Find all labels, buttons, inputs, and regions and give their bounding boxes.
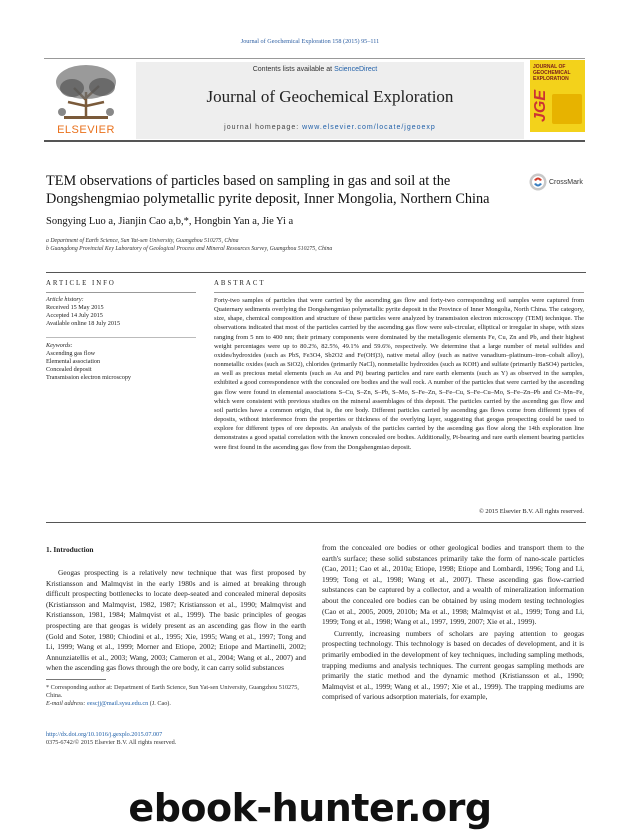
- email-suffix: (J. Cao).: [148, 700, 171, 707]
- affiliation-b: b Guangdong Provincial Key Laboratory of Geological Process and Mineral Resources Survey, Guangzhou 510275, China: [46, 246, 333, 252]
- cover-title: JOURNAL OF GEOCHEMICAL EXPLORATION: [533, 64, 571, 82]
- info-top-rule: [46, 272, 586, 273]
- sciencedirect-link[interactable]: ScienceDirect: [334, 66, 378, 73]
- crossmark-icon[interactable]: [529, 173, 547, 191]
- homepage-prefix: journal homepage:: [224, 124, 303, 131]
- intro-right-column: [322, 543, 584, 703]
- history-label: Article history:: [46, 296, 84, 303]
- history-accepted: Accepted 14 July 2015: [46, 312, 103, 319]
- intro-left-column: [46, 568, 306, 674]
- info-rule: [46, 292, 196, 293]
- doi-block: [46, 731, 176, 747]
- header-bottom-rule: [44, 140, 585, 142]
- intro-paragraph-2: Currently, increasing numbers of scholars are paying attention to geogas prospecting technology. This technology is based on decades of development, and it is primarily embodied in the development of key techniques, including sampling methods, trapping mediums and analysis techniques. The current geogas sampling methods are primarily the static method and the dynamic method (Kristiansson et al., 1990; Malmqvist et al., 1999; Wang et al., 1997; Xie et al., 1999). The trapping mediums are comprised of various adsorption materials, for example,: [322, 628, 584, 702]
- publisher-name[interactable]: ELSEVIER: [57, 124, 115, 136]
- contents-line: [150, 66, 480, 73]
- issn-line: 0375-6742/© 2015 Elsevier B.V. All rights reserved.: [46, 739, 177, 746]
- intro-paragraph: Geogas prospecting is a relatively new technique that was first proposed by Kristiansson and Malmqvist in the early 1980s and is aimed at breaking through difficult prospecting bottlenecks to locate deep-seated and concealed mineral deposits (Kristiansson and Malmqvist, 1982, 1987; Kristiansson et al., 1990; Malmqvist and Kristiansson, 1981, 1984; Malmqvist et al., 1999). The basic principles of geogas prospecting are that geogas is widely present as an ascending gas flow in the earth (Gold and Soter, 1980; Chiodini et al., 1995; Xie, 1995; Wang et al., 1997; Tong and Li, 1999; Wang et al., 1999; Morner and Etiope, 2002; Etiope and Martinelli, 2002; Annunziatellis et al., 2003; Wang, 2003; Cameron et al., 2004; Wang et al., 2007) and when the ascending gas flows through the ore body, it can carry solid substances: [46, 568, 306, 673]
- cover-image: [552, 94, 582, 124]
- keyword: Elemental association: [46, 358, 101, 365]
- journal-cover-thumbnail[interactable]: [530, 60, 585, 132]
- article-history: [46, 296, 120, 328]
- abstract-rule: [214, 292, 584, 293]
- keyword: Transmission electron microscopy: [46, 374, 132, 381]
- corresponding-author-footnote: [46, 684, 308, 708]
- keyword: Concealed deposit: [46, 366, 92, 373]
- keywords-label: Keywords:: [46, 342, 73, 349]
- doi-link[interactable]: http://dx.doi.org/10.1016/j.gexplo.2015.07.007: [46, 731, 163, 738]
- abstract-copyright: © 2015 Elsevier B.V. All rights reserved.: [478, 508, 584, 515]
- abstract-heading: ABSTRACT: [214, 280, 266, 287]
- author-list: Songying Luo a, Jianjin Cao a,b,*, Hongbin Yan a, Jie Yi a: [46, 216, 294, 227]
- abstract-text: Forty-two samples of particles that were carried by the ascending gas flow and forty-two corresponding soil samples were captured from Quaternary sediments overlying the Dongshengmiao polymetallic pyrite deposit in the Province of Inner Mongolia, North China. The category, size, shape, chemical composition and structure of these particles were analyzed by transmission electron microscopy (TEM) technique. The observations indicated that most of the particles carried by the ascending gas flow were sub-circular, elliptical or irregular in shape, with sizes ranging from 5 nm to 400 nm; their primary components were dominated by the metallogenic elements Fe, Cu, Zn and Pb, and their highest weight percentages were up to 80.2%, 82.5%, 49.1% and 59.6%, respectively. We determine that a large number of metal sulfides and oxides/hydroxides (such as PbS, Fe3O4, Sb2O2 and Fe(OH)3), native metal alloy (such as native vanadium–platinum–iron–cobalt alloy), nonmetallic oxides (such as SiO2), chlorides (primarily NaCl), nonmetallic hydroxides (such as KOH) and sulfate (primarily BaSO4) particles, as well as precious metal elements (such as Au and Pt) bearing particles and rare earth elements (such as Y) as observed in the samples, exhibited a good correspondence with the concealed ore bodies and the wall rock. A number of the particles that were carried by the ascending gas flow were found in elemental associations S–Cu, S–Zn, S–Pb, S–Mo, S–Fe–Zn, S–Fe–Cu, S–Fe–Cu–Mo, S–Fe–Zn–Pb and Cr–Mn–Fe, which were consistent with previous studies on the mineral assemblages of this deposit. The particles carried by the ascending gas flow and soil particles have a common origin, that is, the ore body. Different particles carried by ascending gas flows come from different types of deposits, without interference from the properties or thickness of the overlying layer, suggesting that geogas prospecting could be used to explore for different types of ore deposits. An analysis of the particles carried by the ascending gas flow along the 14th exploration line demonstrates a good spatial correlation with the known concealed ore bodies. Additionally, Pt-bearing and rare earth element bearing particles were first found in the ascending gas flow from the Dongshengmiao deposit.: [214, 297, 584, 451]
- section-heading-introduction: 1. Introduction: [46, 545, 94, 554]
- history-online: Available online 18 July 2015: [46, 320, 121, 327]
- crossmark-label[interactable]: CrossMark: [549, 179, 583, 186]
- email-link[interactable]: eescjj@mail.sysu.edu.cn: [87, 700, 149, 707]
- cover-abbr: JGE: [532, 89, 549, 122]
- journal-homepage: [136, 124, 524, 131]
- keyword: Ascending gas flow: [46, 350, 96, 357]
- corresponding-author: * Corresponding author at: Department of Earth Science, Sun Yat-sen University, Guangzhou 510275, China.: [46, 684, 299, 699]
- abstract-bottom-rule: [46, 522, 586, 523]
- journal-title[interactable]: Journal of Geochemical Exploration: [206, 87, 454, 106]
- journal-citation[interactable]: Journal of Geochemical Exploration 158 (2015) 95–111: [240, 38, 380, 45]
- keywords-rule: [46, 337, 196, 338]
- article-info-heading: ARTICLE INFO: [46, 280, 116, 287]
- elsevier-tree-logo: [44, 62, 128, 130]
- affiliation-a: a Department of Earth Science, Sun Yat-sen University, Guangzhou 510275, China: [46, 238, 239, 244]
- article-title: TEM observations of particles based on sampling in gas and soil at the Dongshengmiao polymetallic pyrite deposit, Inner Mongolia, Northern China: [46, 173, 490, 207]
- history-received: Received 15 May 2015: [46, 304, 104, 311]
- email-label: E-mail address:: [46, 700, 88, 707]
- watermark-text: ebook-hunter.org: [128, 786, 492, 830]
- homepage-link[interactable]: www.elsevier.com/locate/jgeoexp: [302, 124, 436, 131]
- intro-paragraph-cont: from the concealed ore bodies or other geological bodies and transport them to the earth's surface; these solid substances primarily take the form of nano-scale particles (Cao, 2011; Cao et al., 2010a; Etiope, 1998; Etiope and Lombardi, 1996; Tong and Li, 1999; Tong et al., 1998; Wang et al., 2007). These ascending gas flow-carried substances can be captured by a collector, and a wealth of mineralization information about the concealed ore bodies can be obtained by using modern testing technologies (Cao et al., 2005, 2009, 2010b; Ma et al., 1998; Malmqvist et al., 1999; Tong and Li, 1999; Tong et al., 1998; Wang et al., 1997, 1999, 2007; Xie et al., 1999).: [322, 543, 584, 627]
- keywords-block: [46, 342, 131, 382]
- email-line: [46, 700, 308, 708]
- contents-prefix: Contents lists available at: [252, 66, 335, 73]
- footnote-rule: [46, 679, 106, 680]
